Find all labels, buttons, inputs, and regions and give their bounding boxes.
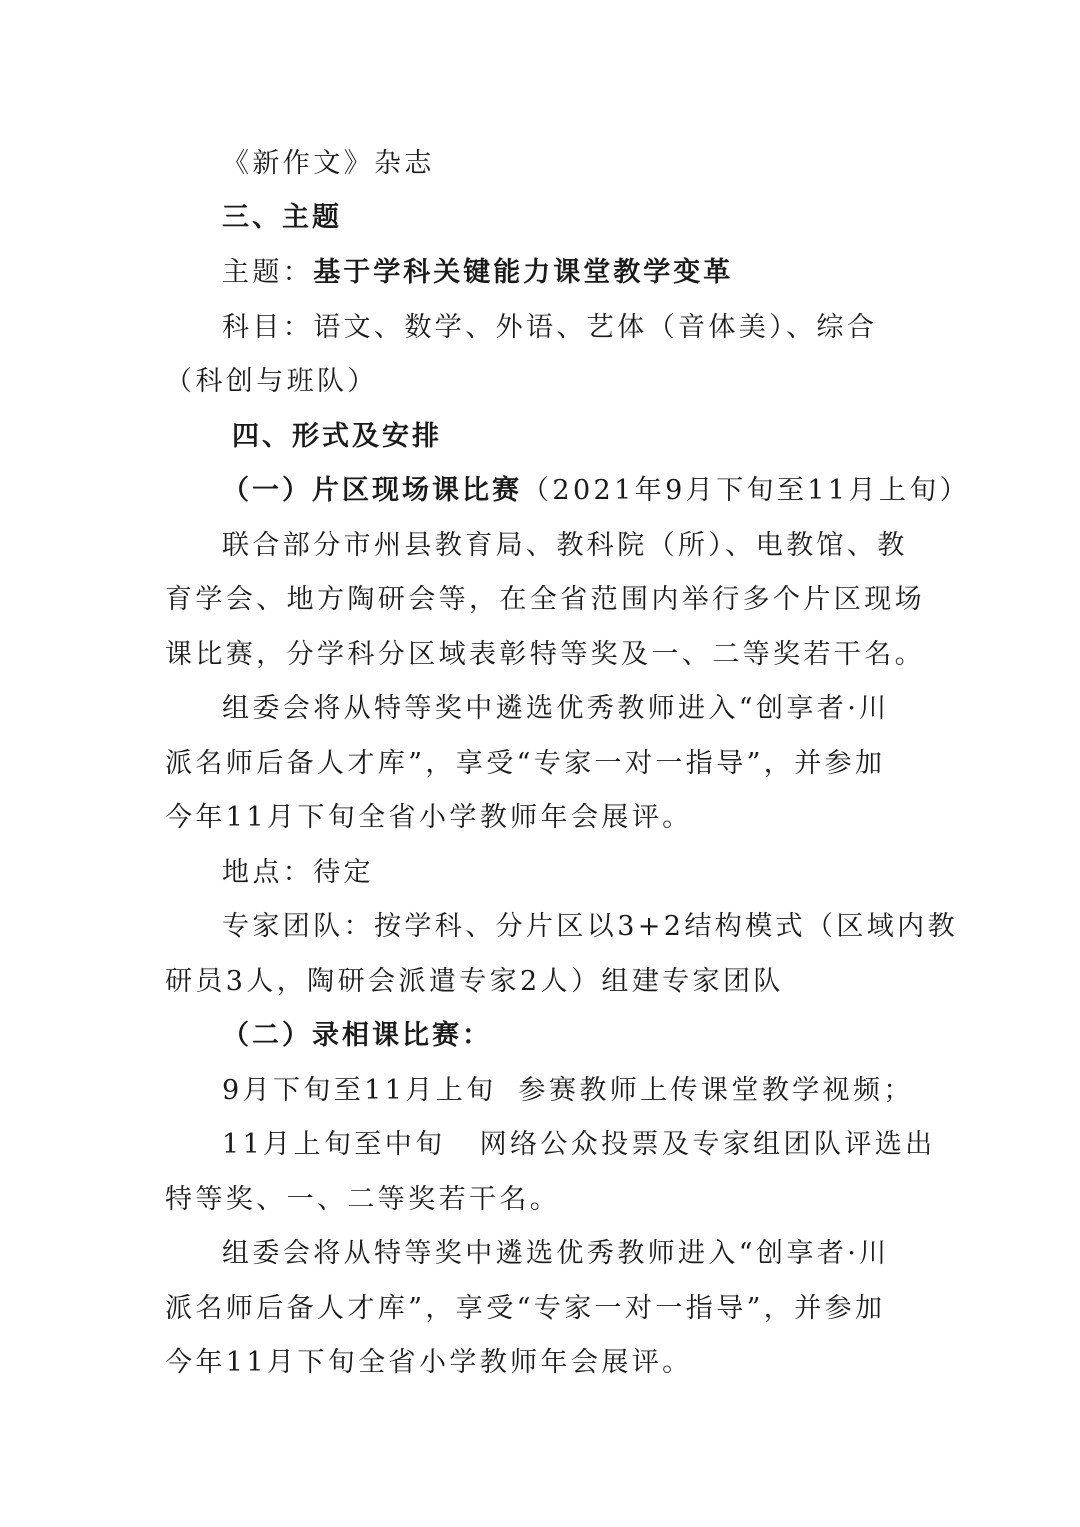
schedule-line — [222, 1073, 914, 1109]
theme-label: 主题： — [222, 257, 314, 288]
paragraph-line: 育学会、地方陶研会等，在全省范围内举行多个片区现场 — [165, 584, 925, 615]
paragraph-line: 课比赛，分学科分区域表彰特等奖及一、二等奖若干名。 — [165, 639, 925, 670]
subjects-line: 科目：语文、数学、外语、艺体（音体美）、综合 — [222, 312, 878, 343]
location-line: 地点：待定 — [222, 857, 374, 888]
theme-value: 基于学科关键能力课堂教学变革 — [313, 257, 734, 288]
expert-team-line-cont: 研员3人，陶研会派遣专家2人）组建专家团队 — [165, 966, 784, 997]
subsection-onsite-title: （一）片区现场课比赛 — [222, 475, 522, 506]
subsection-onsite-heading — [222, 473, 970, 509]
paragraph-line: 组委会将从特等奖中遴选优秀教师进入“创享者·川 — [222, 1238, 890, 1269]
schedule-dates: 11月上旬至中旬 — [222, 1129, 446, 1160]
paragraph-line: 组委会将从特等奖中遴选优秀教师进入“创享者·川 — [222, 693, 890, 724]
organizer-line: 《新作文》杂志 — [222, 148, 435, 179]
paragraph-line: 今年11月下旬全省小学教师年会展评。 — [165, 802, 693, 833]
paragraph-line: 今年11月下旬全省小学教师年会展评。 — [165, 1347, 693, 1378]
section-heading-theme: 三、主题 — [222, 202, 342, 233]
expert-team-line: 专家团队：按学科、分片区以3+2结构模式（区域内教 — [222, 911, 958, 942]
theme-line — [222, 255, 733, 291]
paragraph-line: 联合部分市州县教育局、教科院（所）、电教馆、教 — [222, 530, 908, 561]
paragraph-line: 派名师后备人才库”，享受“专家一对一指导”，并参加 — [165, 1293, 886, 1324]
schedule-line — [222, 1127, 936, 1163]
schedule-task: 参赛教师上传课堂教学视频； — [518, 1075, 914, 1106]
subjects-line-cont: （科创与班队） — [165, 366, 378, 397]
schedule-task: 网络公众投票及专家组团队评选出 — [479, 1129, 936, 1160]
schedule-dates: 9月下旬至11月上旬 — [222, 1075, 497, 1106]
paragraph-line: 派名师后备人才库”，享受“专家一对一指导”，并参加 — [165, 748, 886, 779]
section-heading-format: 四、形式及安排 — [232, 421, 442, 452]
paragraph-line: 特等奖、一、二等奖若干名。 — [165, 1184, 561, 1215]
subsection-onsite-dates: （2021年9月下旬至11月上旬） — [522, 475, 971, 506]
subsection-video-heading: （二）录相课比赛： — [222, 1020, 492, 1051]
